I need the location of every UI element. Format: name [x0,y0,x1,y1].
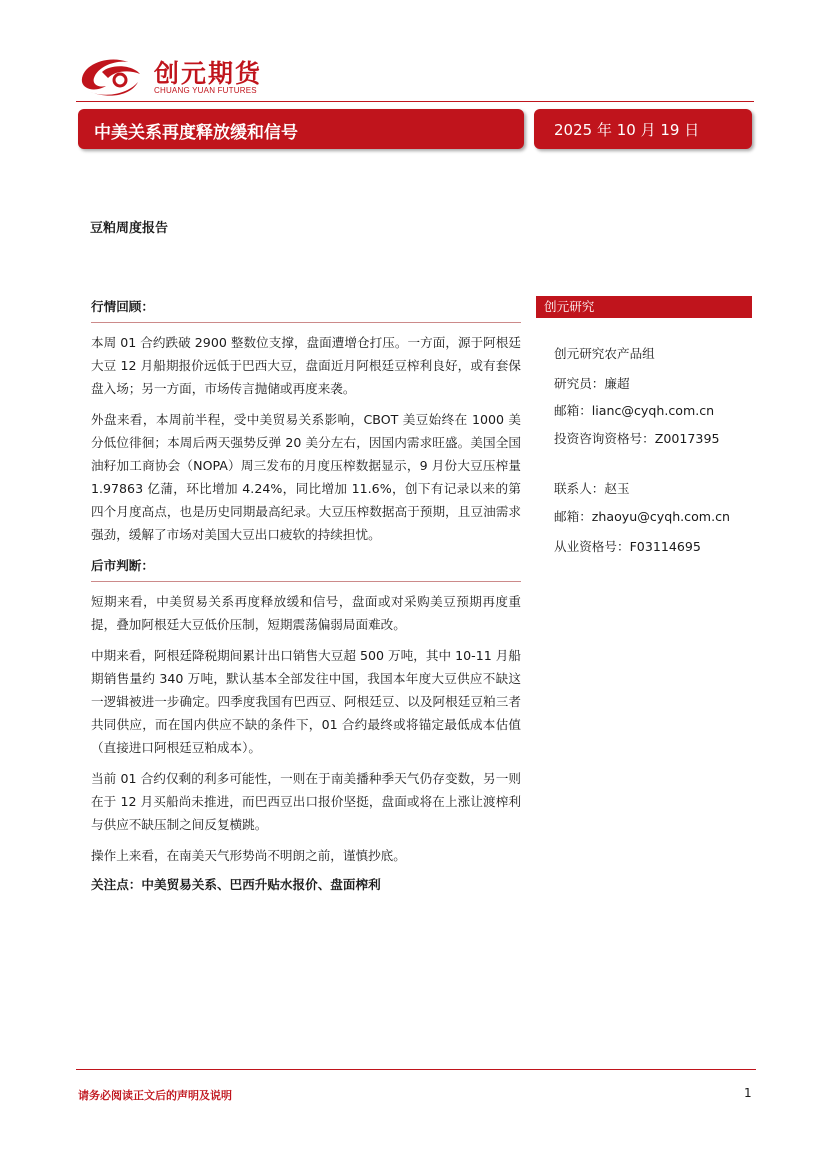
report-title: 中美关系再度释放缓和信号 [94,123,298,143]
outlook-paragraph: 中期来看，阿根廷降税期间累计出口销售大豆超 500 万吨，其中 10-11 月船期销售量约 340 万吨，默认基本全部发往中国，我国本年度大豆供应不缺这一逻辑被进一步确定。四季度我国有巴西豆、阿根廷豆、以及阿根廷豆粕三者共同供应，而在国内供应不缺的条件下，01 合约最终或将锚定最低成本估值（直接进口阿根廷豆粕成本）。 [91,648,521,755]
footer-divider [76,1069,756,1070]
header-divider [76,101,754,102]
outlook-heading: 后市判断： [91,554,521,582]
page-number: 1 [744,1086,752,1100]
researcher-license: 投资咨询资格号：Z0017395 [554,431,720,446]
company-logo [76,52,276,98]
researcher-name: 研究员：廉超 [554,376,630,391]
research-sidebar [536,296,752,554]
outlook-paragraph: 短期来看，中美贸易关系再度释放缓和信号，盘面或对采购美豆预期再度重提，叠加阿根廷大豆低价压制，短期震荡偏弱局面难改。 [91,594,521,632]
market-review-paragraph: 外盘来看，本周前半程，受中美贸易关系影响，CBOT 美豆始终在 1000 美分低位徘徊；本周后两天强势反弹 20 美分左右，因国内需求旺盛。美国全国油籽加工商协会（NOPA）周三发布的月度压榨数据显示，9 月份大豆压榨量 1.97863 亿蒲，环比增加 4.24%，同比增加 11.6%，创下有记录以来的第四个月度高点，也是历史同期最高纪录。大豆压榨数据高于预期，且豆油需求强劲，缓解了市场对美国大豆出口疲软的持续担忧。 [91,412,521,542]
market-review-heading: 行情回顾： [91,295,521,323]
title-banner [78,109,524,149]
researcher-email: 邮箱：lianc@cyqh.com.cn [554,403,715,418]
outlook-paragraph: 当前 01 合约仅剩的利多可能性，一则在于南美播种季天气仍存变数，另一则在于 12 月买船尚未推进，而巴西豆出口报价坚挺，盘面或将在上涨让渡榨利与供应不缺压制之间反复横跳。 [91,771,521,832]
contact-name: 联系人：赵玉 [554,481,630,496]
logo-emblem-icon [76,52,146,98]
contact-email: 邮箱：zhaoyu@cyqh.com.cn [554,509,730,524]
logo-text-cn: 创元期货 [154,59,263,88]
outlook-paragraph: 操作上来看，在南美天气形势尚不明朗之前，谨慎抄底。 [91,848,406,863]
date-banner [534,109,752,149]
market-review-paragraph: 本周 01 合约跌破 2900 整数位支撑，盘面遭增仓打压。一方面，源于阿根廷大豆 12 月船期报价远低于巴西大豆，盘面近月阿根廷豆榨利良好，或有套保盘入场；另一方面，市场传言抛储或再度来袭。 [91,335,521,396]
report-type: 豆粕周度报告 [90,221,169,236]
sidebar-heading: 创元研究 [536,296,752,318]
report-date: 2025 年 10 月 19 日 [554,121,700,139]
contact-qualification: 从业资格号：F03114695 [554,539,701,554]
disclaimer-note: 请务必阅读正文后的声明及说明 [78,1089,232,1102]
logo-text-en: CHUANG YUAN FUTURES [154,86,257,95]
research-group: 创元研究农产品组 [554,346,655,361]
main-content [91,295,521,896]
focus-points: 关注点：中美贸易关系、巴西升贴水报价、盘面榨利 [91,877,381,892]
